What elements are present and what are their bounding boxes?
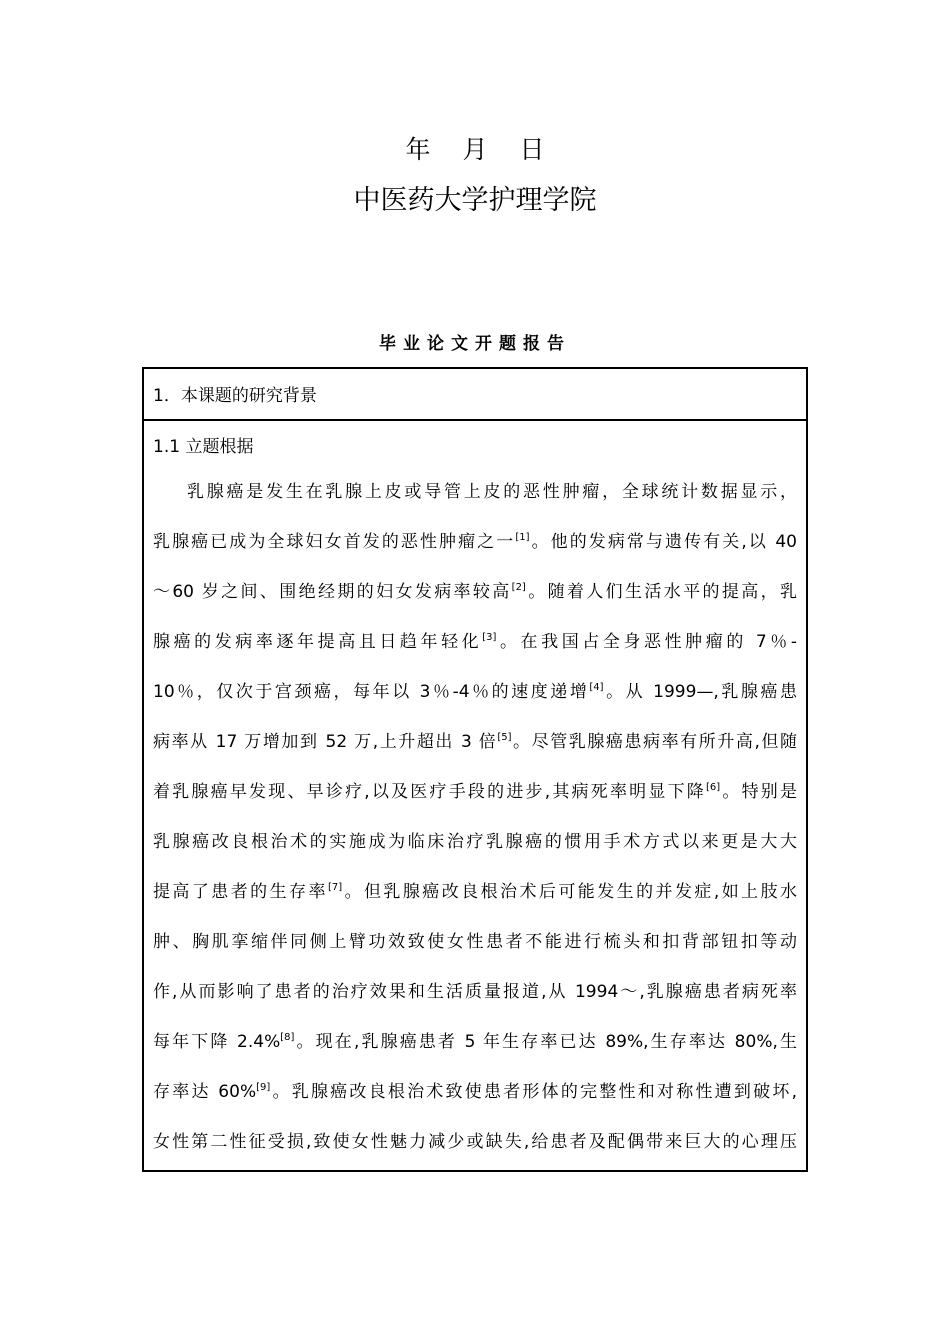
paragraph-line (153, 867, 797, 917)
line-text: 病率从 17 万增加到 52 万,上升超出 3 倍 (153, 732, 498, 752)
paragraph-line (153, 1067, 797, 1117)
date-year-label: 年 (405, 135, 431, 164)
line-text-after: 。特别是 (720, 782, 797, 802)
line-text: 乳腺癌是发生在乳腺上皮或导管上皮的恶性肿瘤，全球统计数据显示， (187, 482, 797, 502)
paragraph-line (153, 1017, 797, 1067)
paragraph-line (153, 717, 797, 767)
line-text: 腺癌的发病率逐年提高且日趋年轻化 (153, 632, 483, 652)
date-day-label: 日 (519, 135, 545, 164)
line-text: 10％，仅次于宫颈癌，每年以 3％-4％的速度递增 (153, 682, 590, 702)
line-text-after: 。现在,乳腺癌患者 5 年生存率已达 89%,生存率达 80%,生 (294, 1032, 798, 1052)
date-line (0, 130, 950, 170)
line-text-after: 。但乳腺癌改良根治术后可能发生的并发症,如上肢水 (342, 882, 798, 902)
line-text-after: 。随着人们生活水平的提高，乳 (525, 582, 797, 602)
paragraph-line (153, 967, 797, 1017)
line-text: 存率达 60% (153, 1082, 257, 1102)
date-month-label: 月 (462, 135, 488, 164)
citation-ref: [7] (327, 882, 343, 893)
citation-ref: [3] (482, 632, 497, 643)
paragraph-line (153, 767, 797, 817)
paragraph-line (153, 567, 797, 617)
citation-ref: [9] (256, 1082, 271, 1093)
citation-ref: [8] (280, 1032, 295, 1043)
paragraph-line (153, 467, 797, 517)
line-text: ～60 岁之间、围绝经期的妇女发病率较高 (153, 582, 512, 602)
paragraph-line (153, 917, 797, 967)
school-name: 中医药大学护理学院 (353, 185, 597, 216)
section-body (144, 421, 806, 1167)
paragraph-line (153, 667, 797, 717)
citation-ref: [1] (515, 532, 530, 543)
paragraph-line (153, 517, 797, 567)
paragraph-line (153, 817, 797, 867)
citation-ref: [5] (497, 732, 512, 743)
line-text: 提高了患者的生存率 (153, 882, 328, 902)
line-text-after: 。乳腺癌改良根治术致使患者形体的完整性和对称性遭到破坏, (270, 1082, 797, 1102)
report-title: 毕业论文开题报告 (379, 334, 571, 354)
subsection-title: 1.1 立题根据 (153, 437, 254, 457)
line-text: 每年下降 2.4% (153, 1032, 281, 1052)
citation-ref: [2] (511, 582, 526, 593)
line-text-after: 。尽管乳腺癌患病率有所升高,但随 (511, 732, 798, 752)
report-table (142, 367, 808, 1172)
citation-ref: [6] (706, 782, 721, 793)
line-text: 乳腺癌改良根治术的实施成为临床治疗乳腺癌的惯用手术方式以来更是大大 (153, 832, 797, 852)
line-text: 着乳腺癌早发现、早诊疗,以及医疗手段的进步,其病死率明显下降 (153, 782, 706, 802)
body-paragraph (153, 467, 797, 1167)
line-text: 女性第二性征受损,致使女性魅力减少或缺失,给患者及配偶带来巨大的心理压 (153, 1132, 797, 1152)
line-text: 作,从而影响了患者的治疗效果和生活质量报道,从 1994～,乳腺癌患者病死率 (153, 982, 797, 1002)
line-text-after: 。他的发病常与遗传有关,以 40 (529, 532, 797, 552)
line-text: 肿、胸肌挛缩伴同侧上臂功效致使女性患者不能进行梳头和扣背部钮扣等动 (153, 932, 797, 952)
citation-ref: [4] (589, 682, 604, 693)
line-text-after: 。从 1999—,乳腺癌患 (603, 682, 797, 702)
line-text: 乳腺癌已成为全球妇女首发的恶性肿瘤之一 (153, 532, 516, 552)
section-title: 1．本课题的研究背景 (144, 369, 806, 421)
line-text-after: 。在我国占全身恶性肿瘤的 7％- (496, 632, 797, 652)
paragraph-line (153, 1117, 797, 1167)
paragraph-line (153, 617, 797, 667)
